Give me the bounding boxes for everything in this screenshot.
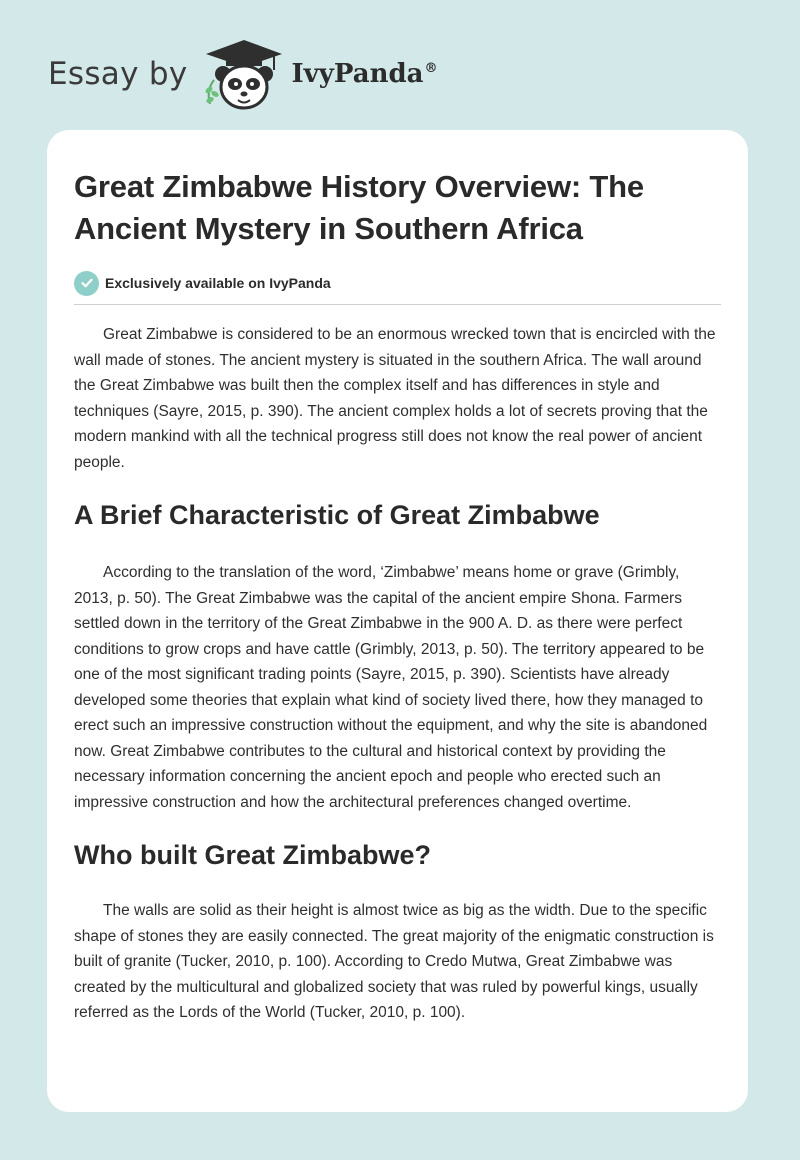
essay-title: Great Zimbabwe History Overview: The Ancient Mystery in Southern Africa: [74, 169, 644, 246]
site-header: [48, 34, 438, 114]
section-body-characteristic: According to the translation of the word, ‘Zimbabwe’ means home or grave (Grimbly, 2013, p. 50). The Great Zimbabwe was the capital of the ancient empire Shona. Farmers settled down in the territory of the Great Zimbabwe in the 900 A. D. as there were perfect conditions to grow crops and have cattle (Grimbly, 2013, p. 50). The territory appeared to be one of the most significant trading points (Sayre, 2015, p. 390). Scientists have already developed some theories that explain what kind of society lived there, how they managed to erect such an impressive construction without the equipment, and why the site is abandoned now. Great Zimbabwe contributes to the cultural and historical context by providing the necessary information concerning the ancient epoch and people who erected such an impressive construction and how the architectural preferences changed overtime.: [74, 564, 708, 811]
essay-card: [47, 130, 748, 1112]
section-body-who-built: The walls are solid as their height is almost twice as big as the width. Due to the specific shape of stones they are easily connected. The great majority of the enigmatic construction is built of granite (Tucker, 2010, p. 100). According to Credo Mutwa, Great Zimbabwe was created by the multicultural and globalized society that was ruled by powerful kings, usually referred as the Lords of the World (Tucker, 2010, p. 100).: [74, 902, 714, 1021]
checkmark-icon: [74, 271, 99, 296]
panda-graduation-cap-icon[interactable]: [200, 34, 288, 114]
section-heading-who-built: Who built Great Zimbabwe?: [74, 840, 431, 870]
section-heading-characteristic: A Brief Characteristic of Great Zimbabwe: [74, 500, 600, 530]
exclusive-badge: [74, 270, 721, 296]
brand-name[interactable]: [292, 59, 438, 89]
exclusive-label: Exclusively available on IvyPanda: [105, 275, 331, 291]
divider: [74, 304, 721, 305]
intro-paragraph: Great Zimbabwe is considered to be an enormous wrecked town that is encircled with the wall made of stones. The ancient mystery is situated in the southern Africa. The wall around the Great Zimbabwe was built then the complex itself and has differences in style and techniques (Sayre, 2015, p. 390). The ancient complex holds a lot of secrets proving that the modern mankind with all the technical progress still does not know the real power of ancient people.: [74, 326, 716, 471]
essay-by-label: Essay by: [48, 56, 188, 92]
registered-mark: ®: [424, 61, 438, 77]
brand-text: IvyPanda: [291, 59, 424, 89]
